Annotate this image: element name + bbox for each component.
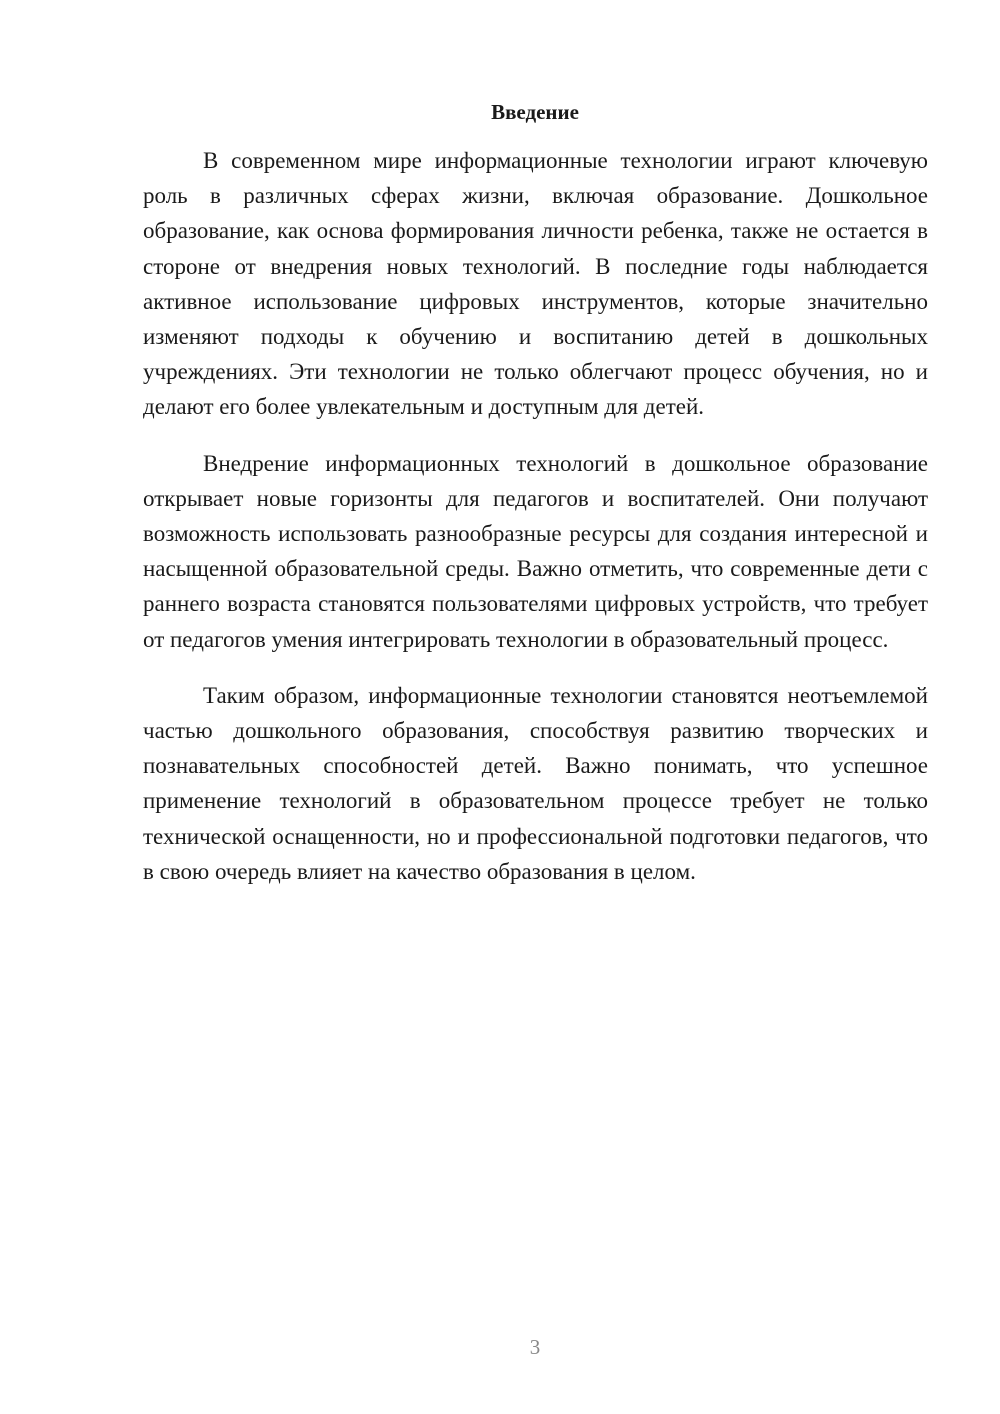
paragraph-2: Внедрение информационных технологий в дошкольное образование открывает новые горизонты для педагогов и воспитателей. Они получают возможность использовать разнообразные ресурсы для создания интересной и насыщенной образовательной среды. Важно отметить, что современные дети с раннего возраста становятся пользователями цифровых устройств, что требует от педагогов умения интегрировать технологии в образовательный процесс.	[143, 450, 928, 652]
page-number: 3	[529, 1335, 541, 1359]
paragraph-3: Таким образом, информационные технологии становятся неотъемлемой частью дошкольного образования, способствуя развитию творческих и познавательных способностей детей. Важно понимать, что успешное применение технологий в образовательном процессе требует не только технической оснащенности, но и профессиональной подготовки педагогов, что в свою очередь влияет на качество образования в целом.	[143, 682, 928, 884]
paragraph-1: В современном мире информационные технологии играют ключевую роль в различных сферах жизни, включая образование. Дошкольное образование, как основа формирования личности ребенка, также не остается в стороне от внедрения новых технологий. В последние годы наблюдается активное использование цифровых инструментов, которые значительно изменяют подходы к обучению и воспитанию детей в дошкольных учреждениях. Эти технологии не только облегчают процесс обучения, но и делают его более увлекательным и доступным для детей.	[143, 148, 928, 420]
body-text	[143, 143, 928, 910]
section-heading: Введение	[491, 100, 579, 124]
